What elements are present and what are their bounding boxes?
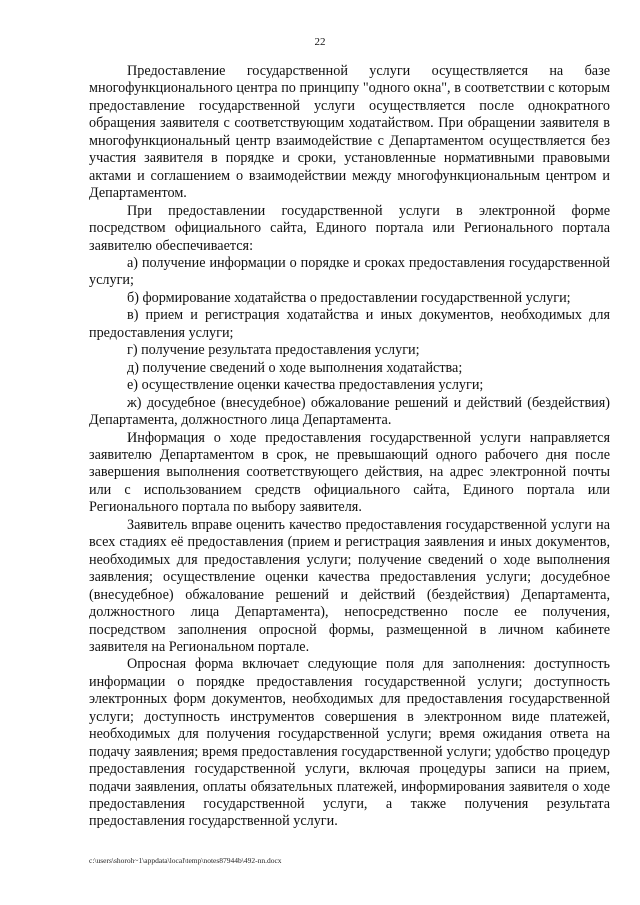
paragraph-electronic-form-intro: При предоставлении государственной услуги в электронной форме посредством официального сайта, Единого портала или Регионального портала заявителю обеспечивается: — [89, 202, 610, 254]
paragraph-progress-information: Информация о ходе предоставления государственной услуги направляется заявителю Департаментом в срок, не превышающий одного рабочего дня после завершения выполнения соответствующего действия, на адрес электронной почты или с использованием средств официального сайта, Единого портала или Регионального портала по выбору заявителя. — [89, 429, 610, 516]
list-item-d: д) получение сведений о ходе выполнения ходатайства; — [127, 359, 463, 376]
list-item-v: в) прием и регистрация ходатайства и иных документов, необходимых для предоставления услуги; — [89, 307, 610, 341]
page-number: 22 — [314, 36, 326, 48]
list-item-e: е) осуществление оценки качества предоставления услуги; — [127, 377, 484, 394]
paragraph-survey-form: Опросная форма включает следующие поля для заполнения: доступность информации о порядке предоставления государственной услуги; доступность электронных форм документов, необходимых для предоставления государственной услуги; доступность инструментов совершения в электронном виде платежей, необходимых для получения государственной услуги; время ожидания ответа на подачу заявления; время предоставления государственной услуги; удобство процедур предоставления государственной услуги, включая процедуры записи на прием, подачи заявления, оплаты обязательных платежей, информирования заявителя о ходе предоставления государственной услуги, а также получения результата предоставления государственной услуги. — [89, 656, 610, 830]
footer-file-path: c:\users\shoroh~1\appdata\local\temp\notes87944b\492-nn.docx — [89, 856, 282, 865]
list-item-a: а) получение информации о порядке и сроках предоставления государственной услуги; — [89, 254, 610, 289]
list-item-b: б) формирование ходатайства о предоставлении государственной услуги; — [127, 289, 571, 306]
paragraph-quality-assessment: Заявитель вправе оценить качество предоставления государственной услуги на всех стадиях её предоставления (прием и регистрация заявления и иных документов, необходимых для предоставления услуги; получение сведений о ходе выполнения заявления; осуществление оценки качества предоставления услуги; досудебное (внесудебное) обжалование решений и действий (бездействия) Департамента, должностного лица Департамента), непосредственно после ее получения, посредством заполнения опросной формы, размещенной в личном кабинете заявителя на Региональном портале. — [89, 516, 610, 655]
list-item-g: г) получение результата предоставления услуги; — [127, 342, 420, 359]
paragraph-mfc-service: Предоставление государственной услуги осуществляется на базе многофункционального центра по принципу "одного окна", в соответствии с которым предоставление государственной услуги осуществляется после однократного обращения заявителя с соответствующим ходатайством. При обращении заявителя в многофункциональный центр взаимодействие с Департаментом осуществляется без участия заявителя в порядке и сроки, установленные нормативными правовыми актами и соглашением о взаимодействии между многофункциональным центром и Департаментом. — [89, 63, 610, 202]
list-item-zh: ж) досудебное (внесудебное) обжалование решений и действий (бездействия) Департамента, должностного лица Департамента. — [89, 394, 610, 429]
document-body — [89, 63, 610, 831]
